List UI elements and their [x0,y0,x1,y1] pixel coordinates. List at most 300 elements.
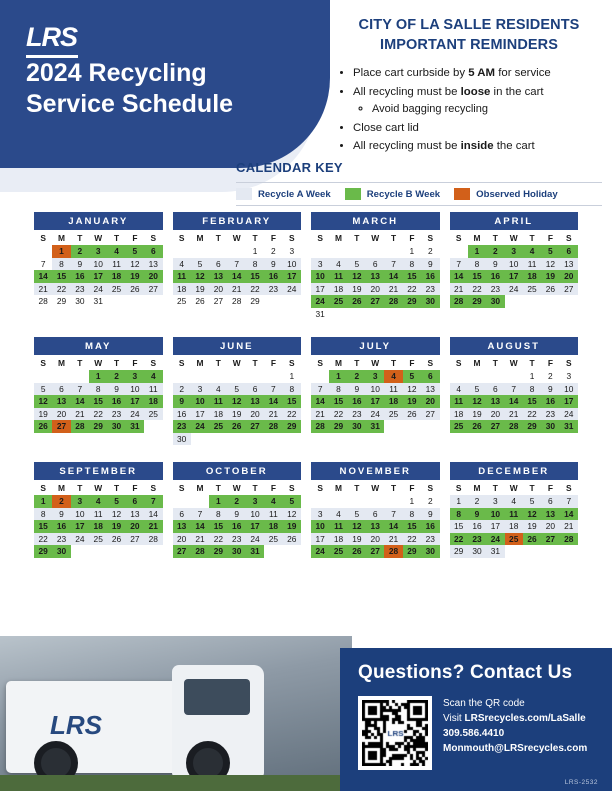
empty-cell [329,245,347,258]
day-cell: 25 [89,533,107,546]
day-cell: 5 [34,383,52,396]
day-cell: 2 [468,495,486,508]
day-cell: 18 [505,520,523,533]
empty-cell [71,370,89,383]
empty-cell [283,433,301,446]
weekday-header: M [196,233,204,243]
empty-cell [52,370,70,383]
month-block [34,212,163,320]
day-cell: 2 [271,246,276,257]
day-cell: 5 [228,383,246,396]
day-cell: 4 [209,383,227,396]
day-cell: 2 [548,371,553,382]
day-cell: 30 [75,296,85,307]
weekday-header: S [40,358,46,368]
day-cell: 30 [421,545,439,558]
weekday-header: T [77,358,83,368]
weekday-header: F [270,358,276,368]
week-row [450,508,579,521]
week-row [34,408,163,421]
day-cell: 23 [228,533,246,546]
day-cell: 25 [264,533,282,546]
weekday-header: S [427,483,434,493]
weekday-header: W [509,233,518,243]
day-cell: 9 [173,395,191,408]
day-cell: 6 [144,245,162,258]
day-cell: 22 [523,408,541,421]
week-row [311,495,440,508]
month-block [450,462,579,558]
reminder-item: ◦ Avoid bagging recycling [372,101,602,119]
day-cell: 11 [173,270,191,283]
weekday-header: T [252,358,258,368]
day-cell: 17 [505,270,523,283]
weekday-header: M [473,358,481,368]
day-cell: 15 [89,395,107,408]
empty-cell [505,545,523,558]
month-days-table [173,355,302,445]
contact-phone[interactable]: 309.586.4410 [443,728,505,739]
month-days-table [34,355,163,433]
day-cell: 17 [283,270,301,283]
month-name: DECEMBER [450,462,579,480]
day-cell: 5 [107,495,125,508]
week-row [34,395,163,408]
contact-details [443,696,587,770]
empty-cell [366,245,384,258]
empty-cell [144,295,162,308]
day-cell: 11 [450,395,468,408]
month-name: SEPTEMBER [34,462,163,480]
day-cell: 28 [450,295,468,308]
empty-cell [283,295,301,308]
weekday-header: T [390,233,397,243]
day-cell: 2 [71,245,89,258]
empty-cell [468,370,486,383]
day-cell: 26 [403,408,421,421]
document-code: LRS-2532 [564,779,598,786]
day-cell: 20 [209,283,227,296]
day-cell: 23 [348,408,366,421]
day-cell: 5 [348,508,366,521]
day-cell: 31 [246,545,264,558]
day-cell: 4 [329,508,347,521]
day-cell: 22 [34,533,52,546]
empty-cell [228,245,246,258]
day-cell: 8 [403,258,421,271]
day-cell: 28 [560,533,578,546]
truck-window [184,679,250,715]
month-name: MAY [34,337,163,355]
day-cell: 19 [348,283,366,296]
day-cell: 6 [366,508,384,521]
day-cell: 30 [486,295,504,308]
day-cell: 16 [173,408,191,421]
day-cell: 26 [348,545,366,558]
weekday-header: W [94,483,103,493]
day-cell: 28 [232,296,242,307]
month-days-table [34,230,163,308]
day-cell: 1 [409,496,415,507]
day-cell: 11 [329,270,347,283]
day-cell: 21 [191,533,209,546]
day-cell: 13 [486,395,504,408]
weekday-header: S [178,358,185,368]
reminders-heading-line2: IMPORTANT REMINDERS [379,36,559,53]
day-cell: 1 [209,495,227,508]
contact-email[interactable]: Monmouth@LRSrecycles.com [443,743,588,754]
weekday-header: F [270,233,276,243]
week-row [311,383,440,396]
calendar-key-row [236,182,602,206]
month-days-table [34,480,163,558]
day-cell: 12 [348,270,366,283]
weekday-header: F [547,483,553,493]
day-cell: 17 [191,408,209,421]
weekday-header: T [354,483,360,493]
week-row [34,270,163,283]
day-cell: 29 [209,545,227,558]
day-cell: 19 [403,395,421,408]
day-cell: 10 [191,395,209,408]
day-cell: 16 [541,395,559,408]
weekday-header: S [565,358,572,368]
month-days-table [311,230,440,320]
day-cell: 3 [289,246,295,257]
day-cell: 14 [264,395,282,408]
empty-cell [560,545,578,558]
calendar-key-label: Observed Holiday [476,188,558,200]
day-cell: 30 [107,420,125,433]
day-cell: 2 [228,495,246,508]
weekday-header: T [215,358,221,368]
qr-code-pattern [362,700,428,766]
day-cell: 22 [329,408,347,421]
calendar-key-label: Recycle B Week [366,188,441,200]
lrs-logo [26,22,78,58]
day-cell: 21 [384,283,402,296]
day-cell: 10 [126,383,144,396]
week-row [34,533,163,546]
day-cell: 24 [246,533,264,546]
day-cell: 14 [144,508,162,521]
month-name: MARCH [311,212,440,230]
month-name: FEBRUARY [173,212,302,230]
day-cell: 25 [523,283,541,296]
day-cell: 1 [289,371,295,382]
day-cell: 7 [384,258,402,271]
day-cell: 17 [366,395,384,408]
contact-website[interactable]: LRSrecycles.com/LaSalle [464,713,586,724]
day-cell: 4 [450,383,468,396]
reminder-item: • All recycling must be loose in the cart [353,83,602,101]
day-cell: 23 [264,283,282,296]
day-cell: 15 [468,270,486,283]
day-cell: 22 [403,533,421,546]
month-days-table [311,480,440,558]
day-cell: 8 [89,383,107,396]
qr-code[interactable] [358,696,432,770]
reminder-emphasis: loose [460,85,491,98]
day-cell: 11 [523,258,541,271]
weekday-header: M [58,483,65,493]
day-cell: 3 [311,508,329,521]
day-cell: 10 [89,258,107,271]
month-days-table [173,480,302,558]
day-cell: 9 [71,258,89,271]
week-row [450,295,579,308]
day-cell: 13 [144,258,162,271]
day-cell: 17 [486,520,504,533]
day-cell: 27 [560,283,578,296]
day-cell: 24 [486,533,504,546]
weekday-header: M [473,483,481,493]
empty-cell [450,370,468,383]
week-row [34,495,163,508]
day-cell: 8 [283,383,301,396]
month-block [34,462,163,558]
reminder-item: • All recycling must be inside the cart [353,137,602,155]
day-cell: 12 [468,395,486,408]
day-cell: 29 [450,545,468,558]
day-cell: 12 [107,508,125,521]
day-cell: 23 [421,283,439,296]
month-name: NOVEMBER [311,462,440,480]
day-cell: 1 [450,495,468,508]
day-cell: 5 [523,495,541,508]
day-cell: 5 [283,495,301,508]
empty-cell [34,245,52,258]
page-header [0,0,612,205]
week-row [311,520,440,533]
day-cell: 24 [505,283,523,296]
weekday-header: T [113,358,120,368]
calendar-grid [34,212,578,558]
weekday-header: F [409,483,415,493]
day-cell: 19 [228,408,246,421]
day-cell: 21 [34,283,52,296]
day-cell: 3 [366,370,384,383]
week-row [311,245,440,258]
day-cell: 15 [246,270,264,283]
day-cell: 22 [246,283,264,296]
empty-cell [421,420,439,433]
week-row [311,308,440,321]
day-cell: 7 [71,383,89,396]
day-cell: 29 [523,420,541,433]
week-row [450,545,579,558]
day-cell: 1 [89,370,107,383]
reminder-emphasis: 5 AM [468,67,496,80]
day-cell: 15 [403,270,421,283]
day-cell: 10 [505,258,523,271]
day-cell: 21 [228,283,246,296]
month-days-table [311,355,440,433]
day-cell: 11 [89,508,107,521]
day-cell: 27 [213,296,224,307]
day-cell: 1 [409,246,415,257]
day-cell: 28 [144,533,162,546]
day-cell: 16 [421,270,439,283]
day-cell: 13 [209,270,227,283]
day-cell: 28 [384,545,402,558]
day-cell: 4 [264,495,282,508]
day-cell: 31 [93,296,103,307]
week-row [450,408,579,421]
week-row [173,258,302,271]
day-cell: 11 [384,383,402,396]
day-cell: 11 [107,258,125,271]
empty-cell [126,545,144,558]
day-cell: 2 [486,245,504,258]
day-cell: 14 [71,395,89,408]
day-cell: 21 [311,408,329,421]
empty-cell [144,420,162,433]
day-cell: 25 [384,408,402,421]
day-cell: 1 [34,495,52,508]
day-cell: 3 [505,245,523,258]
week-row [450,395,579,408]
empty-cell [348,245,366,258]
day-cell: 9 [228,508,246,521]
month-block [311,337,440,445]
month-block [311,212,440,320]
empty-cell [228,433,246,446]
day-cell: 22 [283,408,301,421]
week-row [311,283,440,296]
contact-body [358,696,596,770]
empty-cell [173,245,191,258]
weekday-header: S [178,483,185,493]
day-cell: 20 [366,283,384,296]
weekday-header: M [196,358,204,368]
day-cell: 14 [384,520,402,533]
day-cell: 15 [52,270,70,283]
day-cell: 2 [107,370,125,383]
week-row [34,258,163,271]
day-cell: 26 [541,283,559,296]
week-row [311,508,440,521]
calendar-key-swatch [454,188,470,200]
day-cell: 21 [71,408,89,421]
day-cell: 15 [403,520,421,533]
day-cell: 1 [252,246,258,257]
empty-cell [191,433,209,446]
day-cell: 15 [450,520,468,533]
day-cell: 10 [311,520,329,533]
month-days-table [173,230,302,308]
day-cell: 14 [311,395,329,408]
day-cell: 3 [89,245,107,258]
reminder-emphasis: inside [460,140,494,153]
day-cell: 17 [311,533,329,546]
day-cell: 6 [126,495,144,508]
day-cell: 5 [191,258,209,271]
day-cell: 6 [366,258,384,271]
day-cell: 30 [421,295,439,308]
day-cell: 17 [89,270,107,283]
month-block [173,337,302,445]
day-cell: 17 [311,283,329,296]
weekday-header: S [427,233,434,243]
day-cell: 23 [173,420,191,433]
day-cell: 25 [107,283,125,296]
empty-cell [228,370,246,383]
day-cell: 1 [52,245,70,258]
week-row [311,258,440,271]
calendar-key-item [345,188,440,200]
weekday-header: F [547,358,553,368]
day-cell: 24 [366,408,384,421]
day-cell: 2 [427,246,433,257]
empty-cell [505,370,523,383]
day-cell: 10 [311,270,329,283]
empty-cell [264,433,282,446]
empty-cell [541,295,559,308]
day-cell: 12 [523,508,541,521]
weekday-header: T [492,358,498,368]
day-cell: 22 [209,533,227,546]
week-row [34,545,163,558]
day-cell: 29 [403,295,421,308]
day-cell: 27 [246,420,264,433]
day-cell: 23 [486,283,504,296]
day-cell: 2 [348,370,366,383]
month-name: JANUARY [34,212,163,230]
day-cell: 30 [541,420,559,433]
empty-cell [191,245,209,258]
day-cell: 4 [89,495,107,508]
weekday-header: F [547,233,553,243]
day-cell: 2 [427,496,433,507]
week-row [34,508,163,521]
day-cell: 21 [384,533,402,546]
day-cell: 5 [468,383,486,396]
weekday-header: S [455,483,462,493]
day-cell: 28 [191,545,209,558]
day-cell: 29 [329,420,347,433]
empty-cell [403,420,421,433]
day-cell: 13 [366,520,384,533]
month-name: JUNE [173,337,302,355]
day-cell: 18 [173,283,191,296]
day-cell: 25 [450,420,468,433]
contact-scan-line: Scan the QR code [443,698,525,709]
day-cell: 20 [421,395,439,408]
weekday-header: T [77,483,83,493]
weekday-header: W [232,483,241,493]
month-days-table [450,355,579,433]
weekday-header: T [529,233,535,243]
day-cell: 19 [468,408,486,421]
day-cell: 30 [228,545,246,558]
day-cell: 14 [34,270,52,283]
day-cell: 19 [541,270,559,283]
weekday-header: M [58,233,65,243]
weekday-header: T [492,233,498,243]
empty-cell [191,370,209,383]
day-cell: 8 [450,508,468,521]
day-cell: 20 [486,408,504,421]
day-cell: 7 [384,508,402,521]
weekday-header: T [492,483,498,493]
day-cell: 23 [52,533,70,546]
weekday-header: S [317,233,323,243]
day-cell: 24 [126,408,144,421]
day-cell: 20 [366,533,384,546]
day-cell: 31 [126,420,144,433]
weekday-header: W [94,358,103,368]
